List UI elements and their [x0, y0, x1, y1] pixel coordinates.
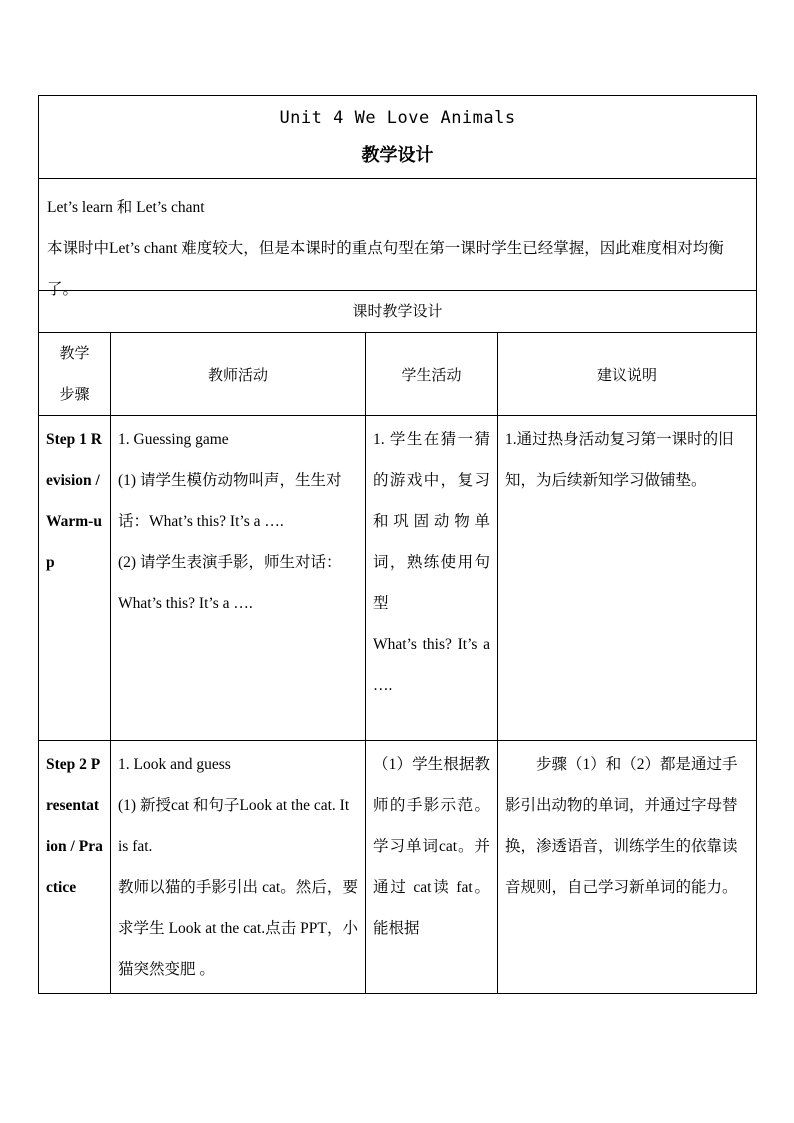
step-cell: Step 2 Presentation / Practice — [39, 741, 111, 994]
teacher-line: 1. Guessing game — [118, 431, 229, 448]
teacher-line: 教师以猫的手影引出 cat。然后，要求学生 Look at the cat.点击 PPT，小猫突然变肥 。 — [118, 879, 358, 978]
header-note: 建议说明 — [498, 333, 757, 416]
note-cell — [498, 416, 757, 741]
teacher-line: (1) 新授cat 和句子Look at the cat. It is fat. — [118, 797, 350, 855]
teacher-line: 1. Look and guess — [118, 756, 231, 773]
unit-title: Unit 4 We Love Animals — [279, 108, 516, 128]
intro-line-2: 本课时中Let’s chant 难度较大，但是本课时的重点句型在第一课时学生已经掌握，因此难度相对均衡了。 — [47, 240, 724, 298]
section-row — [39, 291, 757, 333]
note-cell — [498, 741, 757, 994]
intro-cell — [39, 179, 757, 298]
intro-line-1: Let’s learn 和 Let’s chant — [47, 199, 205, 216]
table-row — [39, 416, 757, 741]
lesson-plan-page — [38, 95, 756, 994]
header-step: 教学步骤 — [39, 333, 111, 416]
teacher-activity-cell — [111, 741, 366, 994]
student-activity-cell — [366, 416, 498, 741]
teacher-activity-cell — [111, 416, 366, 741]
student-line: 1. 学生在猜一猜的游戏中，复习和巩固动物单词，熟练使用句型 — [373, 431, 490, 612]
title-row — [39, 96, 757, 179]
document-title: 教学设计 — [361, 145, 434, 166]
lesson-plan-table — [38, 95, 757, 994]
title-cell — [39, 96, 757, 179]
teacher-line: (2) 请学生表演手影，师生对话：What’s this? It’s a …. — [118, 554, 342, 612]
header-row — [39, 333, 757, 416]
teacher-line: (1) 请学生模仿动物叫声，生生对话：What’s this? It’s a …. — [118, 472, 342, 530]
note-line: 1.通过热身活动复习第一课时的旧知，为后续新知学习做铺垫。 — [505, 431, 734, 489]
section-title: 课时教学设计 — [39, 291, 757, 333]
note-line: 步骤（1）和（2）都是通过手影引出动物的单词，并通过字母替换，渗透语音，训练学生的依靠读音规则，自己学习新单词的能力。 — [505, 756, 738, 896]
step-cell: Step 1 Revision / Warm-up — [39, 416, 111, 741]
table-row — [39, 741, 757, 994]
header-teacher: 教师活动 — [111, 333, 366, 416]
intro-row — [39, 179, 757, 291]
student-activity-cell — [366, 741, 498, 994]
student-line: What’s this? It’s a …. — [373, 636, 490, 694]
student-line: （1）学生根据教师的手影示范。学习单词cat。并通过 cat读 fat。能根据 — [373, 756, 490, 937]
header-student: 学生活动 — [366, 333, 498, 416]
